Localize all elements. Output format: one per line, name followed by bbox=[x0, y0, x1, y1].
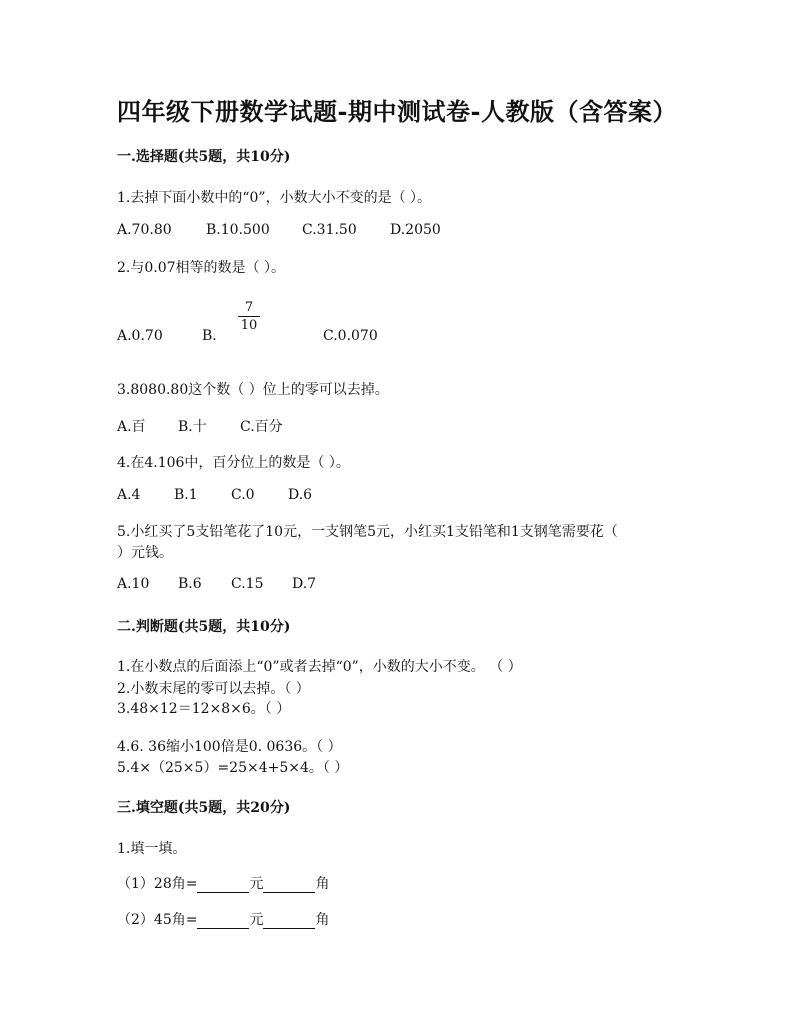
unit-jiao: 角 bbox=[315, 876, 330, 892]
judgement-item-3: 3.48×12＝12×8×6。（ ） bbox=[117, 701, 291, 717]
fill-sub-1-prefix: （1）28角= bbox=[117, 876, 198, 892]
option-c: C.0.070 bbox=[323, 328, 378, 344]
question-1-5-line2: ）元钱。 bbox=[117, 545, 173, 561]
page-title: 四年级下册数学试题-期中测试卷-人教版（含答案） bbox=[117, 97, 677, 126]
option-a: A.0.70 bbox=[117, 328, 163, 344]
fill-sub-1 bbox=[117, 873, 329, 893]
option-a: A.4 bbox=[117, 487, 141, 503]
fraction-seven-tenths bbox=[238, 300, 260, 333]
option-b: B.6 bbox=[178, 576, 202, 592]
fraction-denominator: 10 bbox=[240, 318, 258, 333]
option-c: C.百分 bbox=[240, 419, 283, 435]
judgement-item-1: 1.在小数点的后面添上“0”或者去掉“0”，小数的大小不变。 （ ） bbox=[117, 659, 522, 675]
option-c: C.15 bbox=[231, 576, 264, 592]
answer-blank[interactable] bbox=[197, 878, 249, 893]
option-a: A.百 bbox=[117, 419, 146, 435]
option-b: B. bbox=[202, 328, 217, 344]
unit-yuan: 元 bbox=[249, 876, 264, 892]
fill-question-1: 1.填一填。 bbox=[117, 841, 187, 857]
judgement-item-4: 4.6. 36缩小100倍是0. 0636。（ ） bbox=[117, 739, 342, 755]
option-c: C.0 bbox=[231, 487, 255, 503]
section-3-heading: 三.填空题(共5题，共20分) bbox=[117, 800, 291, 816]
answer-blank[interactable] bbox=[197, 914, 249, 929]
question-1-2: 2.与0.07相等的数是（ ）。 bbox=[117, 260, 285, 276]
option-d: D.2050 bbox=[390, 222, 441, 238]
question-1-5-line1: 5.小红买了5支铅笔花了10元，一支钢笔5元，小红买1支铅笔和1支钢笔需要花（ bbox=[117, 524, 618, 540]
option-d: D.6 bbox=[288, 487, 313, 503]
answer-blank[interactable] bbox=[263, 914, 315, 929]
fraction-numerator: 7 bbox=[244, 300, 254, 315]
fraction-bar bbox=[238, 316, 260, 317]
unit-jiao: 角 bbox=[315, 912, 330, 928]
question-1-1: 1.去掉下面小数中的“0”，小数大小不变的是（ ）。 bbox=[117, 190, 432, 206]
option-b: B.1 bbox=[174, 487, 198, 503]
section-1-heading: 一.选择题(共5题，共10分) bbox=[117, 149, 291, 165]
fill-sub-2 bbox=[117, 909, 329, 929]
option-d: D.7 bbox=[292, 576, 317, 592]
option-a: A.70.80 bbox=[117, 222, 172, 238]
judgement-item-2: 2.小数末尾的零可以去掉。（ ） bbox=[117, 681, 310, 697]
question-1-4: 4.在4.106中，百分位上的数是（ ）。 bbox=[117, 455, 350, 471]
option-b: B.十 bbox=[178, 419, 207, 435]
answer-blank[interactable] bbox=[263, 878, 315, 893]
option-c: C.31.50 bbox=[302, 222, 357, 238]
option-b: B.10.500 bbox=[206, 222, 270, 238]
judgement-item-5: 5.4×（25×5）=25×4+5×4。（ ） bbox=[117, 760, 349, 776]
question-1-3: 3.8080.80这个数（ ）位上的零可以去掉。 bbox=[117, 382, 389, 398]
option-a: A.10 bbox=[117, 576, 150, 592]
fill-sub-2-prefix: （2）45角= bbox=[117, 912, 198, 928]
unit-yuan: 元 bbox=[249, 912, 264, 928]
section-2-heading: 二.判断题(共5题，共10分) bbox=[117, 619, 291, 635]
